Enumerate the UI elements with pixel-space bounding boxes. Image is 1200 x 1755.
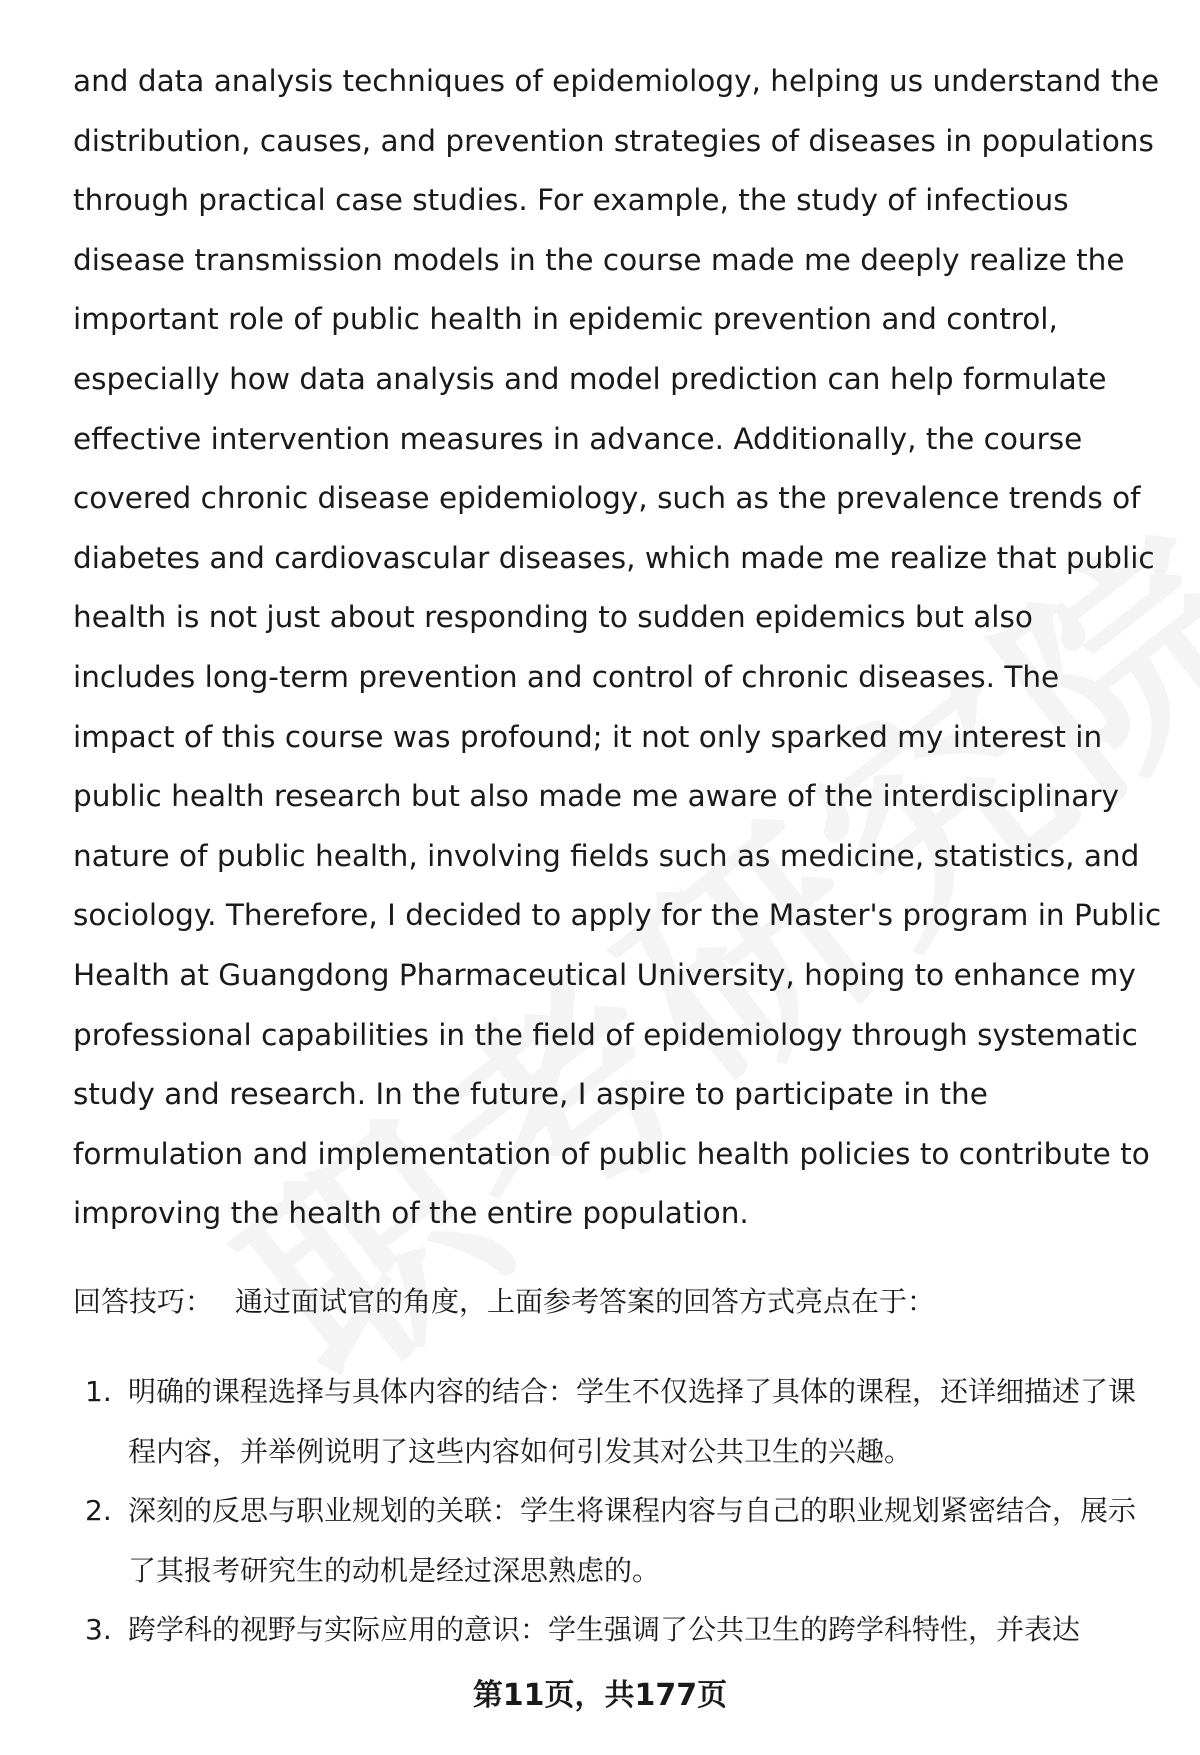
list-item-text: 深刻的反思与职业规划的关联：学生将课程内容与自己的职业规划紧密结合，展示了其报考研究生的动机是经过深思熟虑的。 <box>128 1494 1137 1587</box>
tips-intro: 通过面试官的角度，上面参考答案的回答方式亮点在于： <box>235 1285 936 1318</box>
page-number-footer: 第11页，共177页 <box>472 1678 728 1713</box>
tips-list <box>73 1362 1163 1660</box>
tips-label: 回答技巧： <box>73 1285 214 1318</box>
list-item-number: 3. <box>85 1613 112 1646</box>
tips-heading <box>73 1272 935 1332</box>
list-item <box>73 1481 1163 1600</box>
list-item-number: 1. <box>85 1375 112 1408</box>
body-paragraph: and data analysis techniques of epidemiology, helping us understand the distribution, causes, and prevention strategies of diseases in populations through practical case studies. For example, the study of infectious disease transmission models in the course made me deeply realize the important role of public health in epidemic prevention and control, especially how data analysis and model prediction can help formulate effective intervention measures in advance. Additionally, the course covered chronic disease epidemiology, such as the prevalence trends of diabetes and cardiovascular diseases, which made me realize that public health is not just about responding to sudden epidemics but also includes long-term prevention and control of chronic diseases. The impact of this course was profound; it not only sparked my interest in public health research but also made me aware of the interdisciplinary nature of public health, involving fields such as medicine, statistics, and sociology. Therefore, I decided to apply for the Master's program in Public Health at Guangdong Pharmaceutical University, hoping to enhance my professional capabilities in the field of epidemiology through systematic study and research. In the future, I aspire to participate in the formulation and implementation of public health policies to contribute to improving the health of the entire population. <box>73 64 1162 1231</box>
list-item-text: 跨学科的视野与实际应用的意识：学生强调了公共卫生的跨学科特性，并表达 <box>128 1613 1081 1646</box>
list-item-number: 2. <box>85 1494 112 1527</box>
list-item <box>73 1362 1163 1481</box>
list-item <box>73 1600 1163 1660</box>
list-item-text: 明确的课程选择与具体内容的结合：学生不仅选择了具体的课程，还详细描述了课程内容，并举例说明了这些内容如何引发其对公共卫生的兴趣。 <box>128 1375 1137 1468</box>
